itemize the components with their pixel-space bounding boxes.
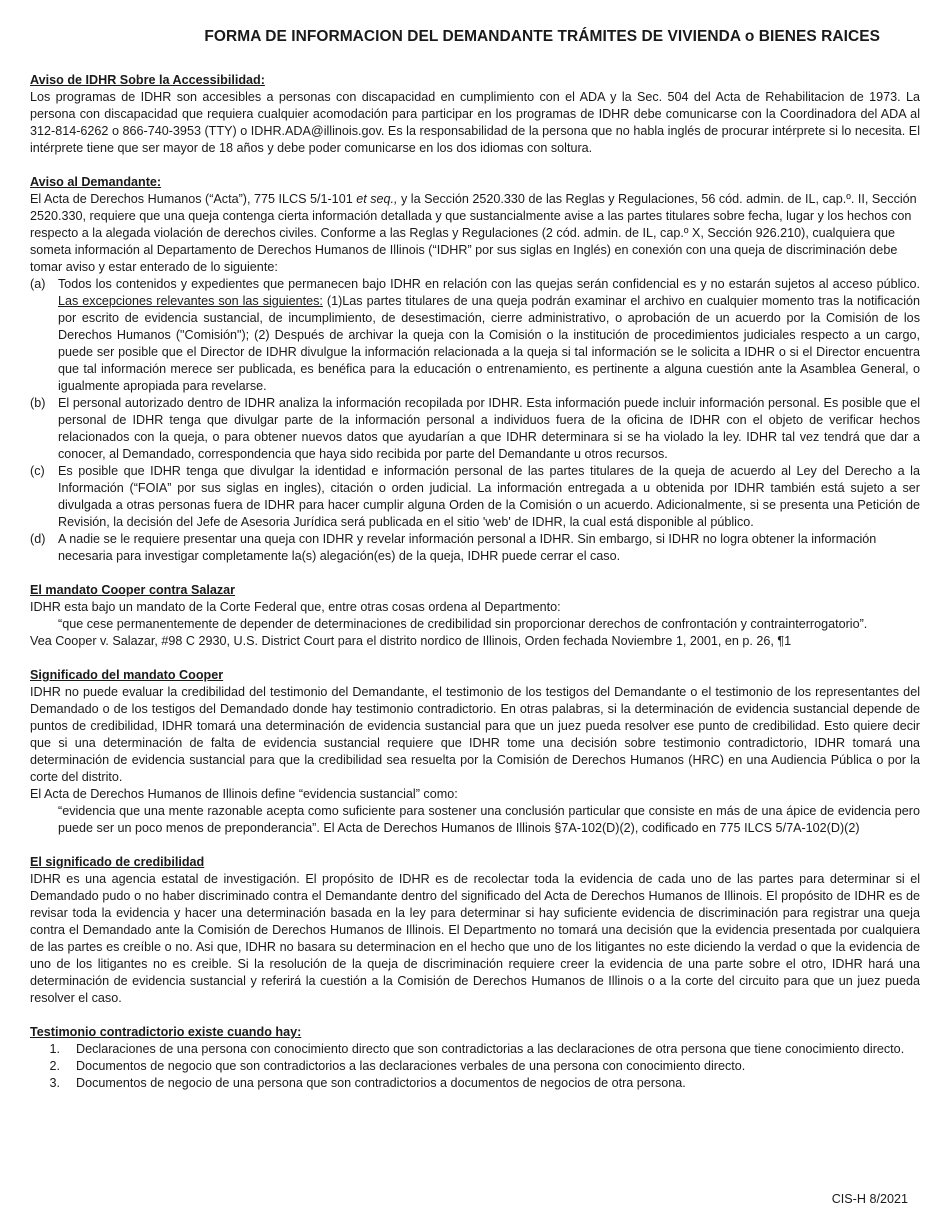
list-item-text: A nadie se le requiere presentar una queja con IDHR y revelar información personal a IDHR. Sin embargo, si IDHR no logra obtener la información necesaria para investigar completamente la(s) alegación(es) de la queja, IDHR puede cerrar el caso. — [58, 532, 877, 563]
list-item-label: (c) — [30, 464, 45, 478]
accessibility-section — [30, 72, 920, 157]
notice-intro-part2: y la Sección 2520.330 de las Reglas y Regulaciones, 56 cód. admin. de IL, cap.º. II, Sección 2520.330, requiere que una queja contenga cierta información detallada y que sustancialmente avise a las partes titulares sobre fecha, lugar y los hechos con respecto a la alegada violación de derechos civiles. Conforme a las Reglas y Regulaciones (2 cód. admin. de IL, cap.º X, Sección 926.210), cualquiera que someta información al Departamento de Derechos Humanos de Illinois (“IDHR” por sus siglas en Inglés) en conexión con una queja de discriminación debe tomar aviso y estar enterado de lo siguiente: — [30, 192, 917, 274]
list-item-label: (a) — [30, 277, 46, 291]
notice-heading: Aviso al Demandante: — [30, 175, 162, 189]
cooper-line: IDHR esta bajo un mandato de la Corte Federal que, entre otras cosas ordena al Departmento: — [30, 600, 561, 614]
list-item — [30, 276, 920, 395]
list-item-text: Declaraciones de una persona con conocimiento directo que son contradictorias a las declaraciones de otra persona que tiene conocimiento directo. — [76, 1042, 905, 1056]
form-code: CIS-H 8/2021 — [831, 1192, 908, 1206]
list-item-label: (d) — [30, 532, 46, 546]
accessibility-heading: Aviso de IDHR Sobre la Accessibilidad: — [30, 73, 265, 87]
cooper-meaning-line: El Acta de Derechos Humanos de Illinois define “evidencia sustancial” como: — [30, 787, 458, 801]
contradictory-heading: Testimonio contradictorio existe cuando hay: — [30, 1025, 302, 1039]
contradictory-list — [30, 1041, 920, 1092]
list-item-text-b: (1)Las partes titulares de una queja podrán examinar el archivo en cualquier momento tras la notificación por escrito de evidencia sustancial, de incumplimiento, de desestimación, cierre administrativo, o aprobación de un acuerdo por la Comisión de los Derechos Humanos ("Comisión"); (2) Después de archivar la queja con la Comisión o la institución de procedimientos judiciales respecto a un cargo, puede ser posible que el Director de IDHR divulgue la información relacionada a la queja si tal información se le solicita a IDHR o si el Director encuentra que tal información merece ser publicada, es benéfica para la educación o entrenamiento, es pertinente a alguna cuestión ante la Asamblea General, o igualmente apropiada para revelarse. — [58, 294, 920, 393]
list-item-text: Documentos de negocio que son contradictorios a las declaraciones verbales de una persona con conocimiento directo. — [76, 1059, 746, 1073]
notice-intro-part1: El Acta de Derechos Humanos (“Acta”), 775 ILCS 5/1-101 — [30, 192, 357, 206]
notice-intro-italic: et seq., — [356, 192, 398, 206]
list-item — [30, 463, 920, 531]
exceptions-underlined: Las excepciones relevantes son las siguientes: — [58, 294, 323, 308]
cooper-citation: Vea Cooper v. Salazar, #98 C 2930, U.S. District Court para el distrito nordico de Illinois, Orden fechada Noviembre 1, 2001, en p. 26, ¶1 — [30, 634, 792, 648]
cooper-heading: El mandato Cooper contra Salazar — [30, 583, 236, 597]
cooper-meaning-body: IDHR no puede evaluar la credibilidad del testimonio del Demandante, el testimonio de los testigos del Demandante o el testimonio de los representantes del Demandado o de los testigos del Demandado donde hay testimonio contradictorio. En otras palabras, si la determinación de evidencia sustancial depende de puntos de credibilidad, IDHR tomará una determinación de evidencia sustancial para que un juez pueda resolver ese punto de credibilidad. Esto quiere decir que si una determinación de falta de evidencia sustancial requiere que IDHR tome una decisión sobre testimonio contradictorio, IDHR tomará una determinación de evidencia sustancial para que la credibilidad sea resuelta por la Comisión de Derechos Humanos (HRC) en una Audiencia Pública o por la corte del distrito. — [30, 685, 920, 784]
cooper-quote: “que cese permanentemente de depender de determinaciones de credibilidad sin proporcionar derechos de confrontación y contrainterrogatorio”. — [58, 617, 868, 631]
list-item-text: El personal autorizado dentro de IDHR analiza la información recopilada por IDHR. Esta información puede incluir información personal. Es posible que el personal de IDHR tenga que divulgar parte de la información personal a individuos fuera de la oficina de IDHR con el objeto de verificar hechos relacionados con la queja, o para obtener nuevos datos que ayudarían a que IDHR determinara si se ha violado la ley. IDHR tal vez tendrá que dar a conocer, al Demandado, correspondencia que haya sido recibida por parte del Demandante u otros recursos. — [58, 396, 920, 461]
list-item-text-a: Todos los contenidos y expedientes que permanecen bajo IDHR en relación con las quejas serán confidencial es y no estarán sujetos al acceso público. — [58, 277, 920, 291]
list-item-number: 3. — [49, 1076, 60, 1090]
cooper-meaning-section — [30, 667, 920, 837]
credibility-section — [30, 854, 920, 1007]
list-item-text: Documentos de negocio de una persona que son contradictorios a documentos de negocios de otra persona. — [76, 1076, 686, 1090]
list-item — [30, 531, 920, 565]
contradictory-section — [30, 1024, 920, 1092]
notice-list — [30, 276, 920, 565]
accessibility-body: Los programas de IDHR son accesibles a personas con discapacidad en cumplimiento con el ADA y la Sec. 504 del Acta de Rehabilitacion de 1973. La persona con discapacidad que requiera cualquier acomodación para participar en los programas de IDHR debe comunicarse con la Coordinadora del ADA al 312-814-6262 o 866-740-3953 (TTY) o IDHR.ADA@illinois.gov. Es la responsabilidad de la persona que no habla inglés de procurar intérprete si lo necesita. El intérprete tiene que ser mayor de 18 años y debe poder comunicarse en los dos idiomas con soltura. — [30, 90, 920, 155]
cooper-section — [30, 582, 920, 650]
list-item-number: 1. — [49, 1042, 60, 1056]
list-item — [30, 1041, 920, 1058]
list-item — [30, 1058, 920, 1075]
credibility-heading: El significado de credibilidad — [30, 855, 205, 869]
list-item-label: (b) — [30, 396, 46, 410]
cooper-meaning-quote: “evidencia que una mente razonable acepta como suficiente para sostener una conclusión particular que consiste en más de una ápice de evidencia pero puede ser un poco menos de preponderancia”. El Acta de Derechos Humanos de Illinois §7A-102(D)(2), codificado en 775 ILCS 5/7A-102(D)(2) — [58, 804, 920, 835]
list-item-text — [58, 276, 920, 395]
notice-section — [30, 174, 920, 565]
notice-intro — [30, 191, 920, 276]
cooper-meaning-heading: Significado del mandato Cooper — [30, 668, 224, 682]
page-title: FORMA DE INFORMACION DEL DEMANDANTE TRÁMITES DE VIVIENDA o BIENES RAICES — [204, 28, 880, 45]
list-item-number: 2. — [49, 1059, 60, 1073]
list-item — [30, 1075, 920, 1092]
list-item-text: Es posible que IDHR tenga que divulgar la identidad e información personal de las partes titulares de la queja de acuerdo al Ley del Derecho a la Información (“FOIA” por sus siglas en ingles), citación o orden judicial. La información entregada a u obtenida por IDHR también está sujeto a ser divulgada a otras personas fuera de IDHR para hacer cumplir alguna Orden de la Comisión o un acuerdo. Adicionalmente, si se presenta una Petición de Revisión, la decisión del Jefe de Asesoria Jurídica será publicada en el sitio 'web' de IDHR, la cual está disponible al público. — [58, 464, 920, 529]
list-item — [30, 395, 920, 463]
credibility-body: IDHR es una agencia estatal de investigación. El propósito de IDHR es de recolectar toda la evidencia de cada uno de las partes para determinar si el Demandado pudo o no haber discriminado contra el Demandante dentro del significado del Acta de Derechos Humanos de Illinois. El propósito de IDHR es de revisar toda la evidencia y hacer una determinación basada en la ley para determinar si hay suficiente evidencia de discriminación para registrar una queja contra el Demandado ante la Comisión de Derechos Humanos de Illinois. El Departmento no tomará una decisión que la evidencia presentada por cualquiera de las partes es creíble o no. Asi que, IDHR no basara su determinacion en el hecho que uno de los litigantes no este diciendo la verdad o que la evidencia de uno de los litigantes no es creible. Si la resolución de la queja de discriminación requiere creer la evidencia de una parte sobre el otro, IDHR hará una determinación de evidencia sustancial y referirá la cuestión a la Comisión de Derechos Humanos de Illinois o a la corte del circuito para que un juez pueda resolver el caso. — [30, 872, 920, 1005]
